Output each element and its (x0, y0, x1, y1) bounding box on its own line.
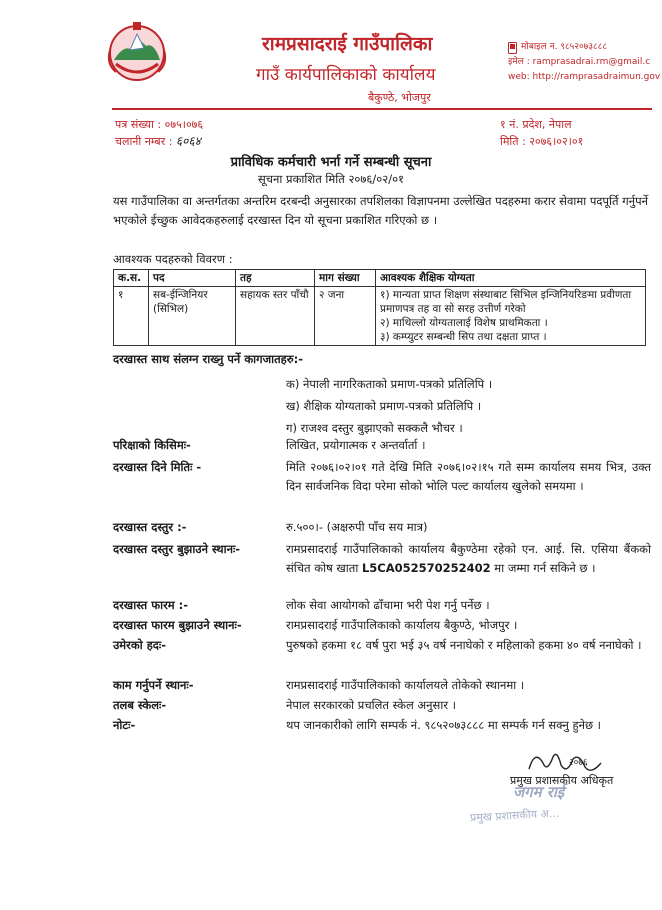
qualification-1: १) मान्यता प्राप्त शिक्षण संस्थाबाट सिभिल इन्जिनियरिङमा प्रवीणता प्रमाणपत्र तह वा सो सरह उत्तीर्ण गरेको (380, 289, 632, 315)
col-sn: क.स. (114, 270, 149, 287)
form-place-value: रामप्रसादराई गाउँपालिकाको कार्यालय बैकुण्ठे, भोजपुर । (286, 618, 518, 632)
salary-label: तलब स्केलः- (113, 698, 167, 712)
organization-name: रामप्रसादराई गाउँपालिका (262, 33, 433, 55)
form-section (113, 596, 651, 615)
age-limit-label: उमेरको हदः- (113, 638, 167, 652)
table-header-row (114, 270, 646, 287)
fee-place-label: दरखास्त दस्तुर बुझाउने स्थानः- (113, 542, 241, 556)
age-limit-section (113, 636, 651, 655)
fee-place-text-2: मा जम्मा गर्न सकिने छ । (490, 561, 596, 575)
letter-date: २०७६।०२।०१ (529, 135, 584, 148)
age-limit-value: पुरुषको हकमा १८ वर्ष पुरा भई ३५ वर्ष ननाघेको र महिलाको हकमा ४० वर्ष ननाघेको । (286, 638, 642, 652)
fee-section (113, 518, 651, 537)
fee-value: रु.५००।- (अक्षरुपी पाँच सय मात्र) (286, 520, 428, 534)
work-place-label: काम गर्नुपर्ने स्थानः- (113, 678, 194, 692)
note-section (113, 716, 651, 735)
mobile-number: मोबाइल न. ९८५२०७३८८८ (521, 42, 608, 52)
dispatch-no: ६०६४ (175, 134, 201, 148)
date-label: मिति : (500, 135, 530, 148)
required-posts-label: आवश्यक पदहरुको विवरण : (113, 252, 233, 266)
form-place-section (113, 616, 651, 635)
form-label: दरखास्त फारम :- (113, 598, 189, 612)
cell-sn: १ (114, 287, 149, 346)
office-name: गाउँ कार्यपालिकाको कार्यालय (256, 65, 436, 85)
website: web: http://ramprasadraimun.gov (508, 72, 661, 82)
salary-section (113, 696, 651, 715)
fee-place-section (113, 540, 651, 578)
apply-date-value: मिति २०७६।०२।०१ गते देखि मिति २०७६।०२।१५ गते सम्म कार्यालय समय भित्र, उक्त दिन सार्वजनिक विदा परेमा सोको भोलि पल्ट कार्यालय खुलेको समयमा । (286, 460, 651, 493)
salary-value: नेपाल सरकारको प्रचलित स्केल अनुसार । (286, 698, 457, 712)
fee-place-text-1: रामप्रसादराई गाउँपालिकाको कार्यालय बैकुण्ठेमा रहेको एन. आई. सि. एसिया बैंकको संचित कोष खाता (286, 542, 651, 575)
municipality-emblem-icon (104, 20, 170, 82)
qualification-2: २) माथिल्लो योग्यतालाई विशेष प्राथमिकता । (380, 317, 548, 329)
apply-date-section (113, 458, 651, 496)
notice-title: प्राविधिक कर्मचारी भर्ना गर्ने सम्बन्धी सूचना (230, 155, 432, 170)
list-item: ख) शैक्षिक योग्यताको प्रमाण-पत्रको प्रतिलिपि । (286, 399, 482, 413)
list-item: क) नेपाली नागरिकताको प्रमाण-पत्रको प्रतिलिपि । (286, 377, 493, 391)
bank-account-number: L5CA052570252402 (361, 561, 491, 575)
exam-type-value: लिखित, प्रयोगात्मक र अन्तर्वार्ता । (286, 438, 426, 452)
exam-type-section (113, 436, 651, 455)
cell-level: सहायक स्तर पाँचौ (236, 287, 315, 346)
fee-label: दरखास्त दस्तुर :- (113, 520, 187, 534)
letter-no-label: पत्र संख्या : (115, 118, 165, 131)
cell-demand: २ जना (315, 287, 376, 346)
signature-date: २०७६ (569, 758, 588, 768)
table-row (114, 287, 646, 346)
exam-type-label: परिक्षाको किसिमः- (113, 438, 191, 452)
col-level: तह (236, 270, 315, 287)
col-post: पद (149, 270, 236, 287)
form-value: लोक सेवा आयोगको ढाँचामा भरी पेश गर्नु पर्नेछ । (286, 598, 490, 612)
signatory-title: प्रमुख प्रशासकीय अधिकृत (510, 774, 614, 787)
note-value: थप जानकारीको लागि सम्पर्क नं. ९८५२०७३८८८ मा सम्पर्क गर्न सक्नु हुनेछ । (286, 718, 602, 732)
qualification-3: ३) कम्प्युटर सम्बन्धी सिप तथा दक्षता प्राप्त । (380, 331, 547, 343)
mobile-phone-icon (508, 42, 517, 54)
office-address: बैकुण्ठे, भोजपुर (368, 91, 431, 104)
note-label: नोटः- (113, 718, 136, 732)
cell-qualification (376, 287, 646, 346)
notice-published-date: सूचना प्रकाशित मिति २०७६/०२/०१ (257, 172, 405, 186)
list-item: ग) राजश्व दस्तुर बुझाएको सक्कलै भौचर । (286, 421, 463, 435)
form-place-label: दरखास्त फारम बुझाउने स्थानः- (113, 618, 242, 632)
documents-heading: दरखास्त साथ संलग्न राख्नु पर्ने कागजातहरु:- (113, 352, 304, 366)
notice-intro: यस गाउँपालिका वा अन्तर्गतका अन्तरिम दरबन्दी अनुसारका तपशिलका विज्ञापनमा उल्लेखित पदहरुमा करार सेवामा पदपूर्ति गर्नुपर्ने भएकोले ईच्छुक आवेदकहरुलाई दरखास्त दिन यो सूचना प्रकाशित गरिएको छ । (113, 194, 648, 227)
stamp-designation: प्रमुख प्रशासकीय अ... (469, 806, 560, 825)
letter-reference (115, 116, 203, 150)
contact-block (508, 40, 660, 85)
work-place-section (113, 676, 651, 695)
posts-table (113, 269, 646, 346)
email-address: इमेल : ramprasadrai.rm@gmail.c (508, 57, 651, 67)
fee-place-value (286, 540, 651, 578)
stamp-name: जगम राई (513, 783, 565, 801)
letter-no: ०७५।०७६ (164, 118, 204, 131)
cell-post: सब-ईन्जिनियर (सिभिल) (149, 287, 236, 346)
work-place-value: रामप्रसादराई गाउँपालिकाको कार्यालयले तोकेको स्थानमा । (286, 678, 525, 692)
dispatch-no-label: चलानी नम्बर : (115, 135, 176, 148)
letter-date-block (500, 116, 583, 150)
letterhead-divider (112, 108, 652, 110)
province: १ नं. प्रदेश, नेपाल (500, 118, 572, 131)
col-qualification: आवश्यक शैक्षिक योग्यता (376, 270, 646, 287)
apply-date-label: दरखास्त दिने मितिः - (113, 460, 202, 474)
documents-list (286, 373, 492, 439)
col-demand: माग संख्या (315, 270, 376, 287)
